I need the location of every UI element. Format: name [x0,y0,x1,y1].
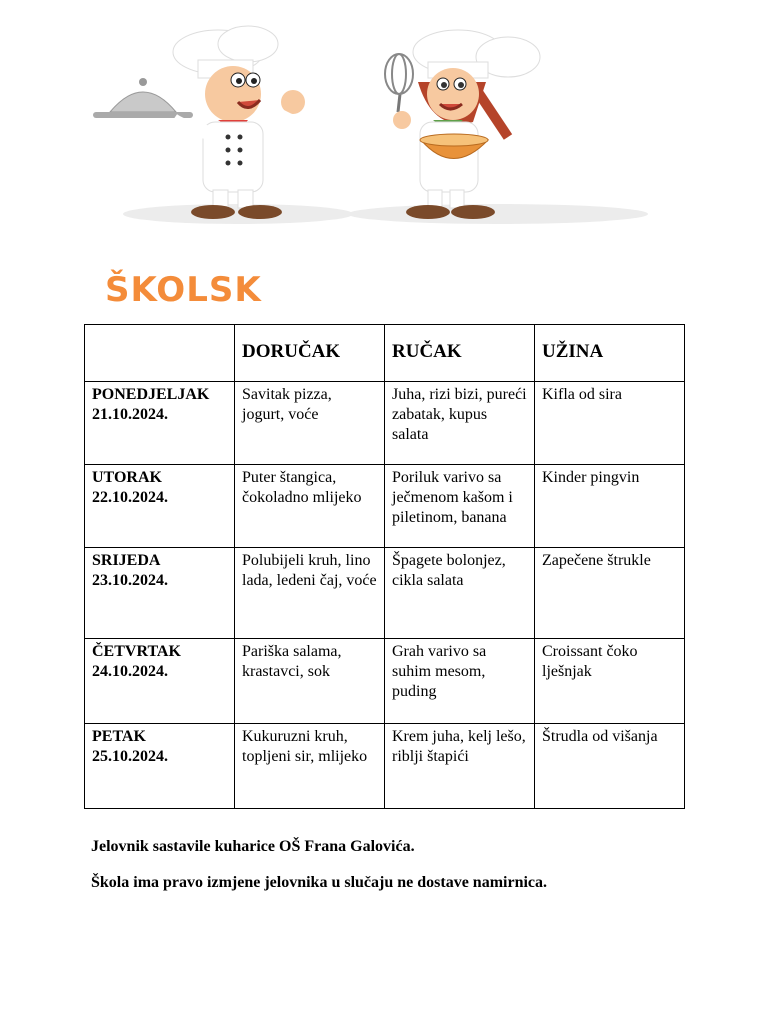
day-date: 23.10.2024. [92,572,168,589]
table-row [85,465,685,548]
lunch-cell: Krem juha, kelj lešo, riblji štapići [385,724,535,809]
day-cell [85,382,235,465]
breakfast-cell: Savitak pizza, jogurt, voće [235,382,385,465]
weekly-menu-table [84,324,685,809]
male-chef-icon [93,26,305,219]
breakfast-cell: Puter štangica, čokoladno mlijeko [235,465,385,548]
header-breakfast: DORUČAK [235,325,385,382]
day-date: 24.10.2024. [92,663,168,680]
day-name: PONEDJELJAK [92,386,210,403]
table-header-row [85,325,685,382]
page-heading: ŠKOLSK [105,268,262,312]
lunch-cell: Poriluk varivo sa ječmenom kašom i piletinom, banana [385,465,535,548]
snack-cell: Kifla od sira [535,382,685,465]
day-cell [85,465,235,548]
table-row [85,639,685,724]
snack-cell: Zapečene štrukle [535,548,685,639]
header-snack: UŽINA [535,325,685,382]
table-row [85,724,685,809]
snack-cell: Štrudla od višanja [535,724,685,809]
day-date: 25.10.2024. [92,748,168,765]
day-cell [85,724,235,809]
day-name: UTORAK [92,469,162,486]
breakfast-cell: Kukuruzni kruh, topljeni sir, mlijeko [235,724,385,809]
snack-cell: Kinder pingvin [535,465,685,548]
snack-cell: Croissant čoko lješnjak [535,639,685,724]
lunch-cell: Grah varivo sa suhim mesom, puding [385,639,535,724]
header-empty [85,325,235,382]
breakfast-cell: Pariška salama, krastavci, sok [235,639,385,724]
day-cell [85,639,235,724]
lunch-cell: Juha, rizi bizi, pureći zabatak, kupus salata [385,382,535,465]
day-cell [85,548,235,639]
breakfast-cell: Polubijeli kruh, lino lada, ledeni čaj, voće [235,548,385,639]
table-row [85,548,685,639]
day-date: 21.10.2024. [92,406,168,423]
day-name: ČETVRTAK [92,643,181,660]
day-name: PETAK [92,728,146,745]
table-row [85,382,685,465]
lunch-cell: Špagete bolonjez, cikla salata [385,548,535,639]
female-chef-icon [385,30,540,219]
footer-note-cooks: Jelovnik sastavile kuharice OŠ Frana Galovića. [91,838,415,855]
footer-note-changes: Škola ima pravo izmjene jelovnika u slučaju ne dostave namirnica. [91,874,548,891]
header-lunch: RUČAK [385,325,535,382]
day-date: 22.10.2024. [92,489,168,506]
day-name: SRIJEDA [92,552,161,569]
chefs-illustration [88,22,648,227]
